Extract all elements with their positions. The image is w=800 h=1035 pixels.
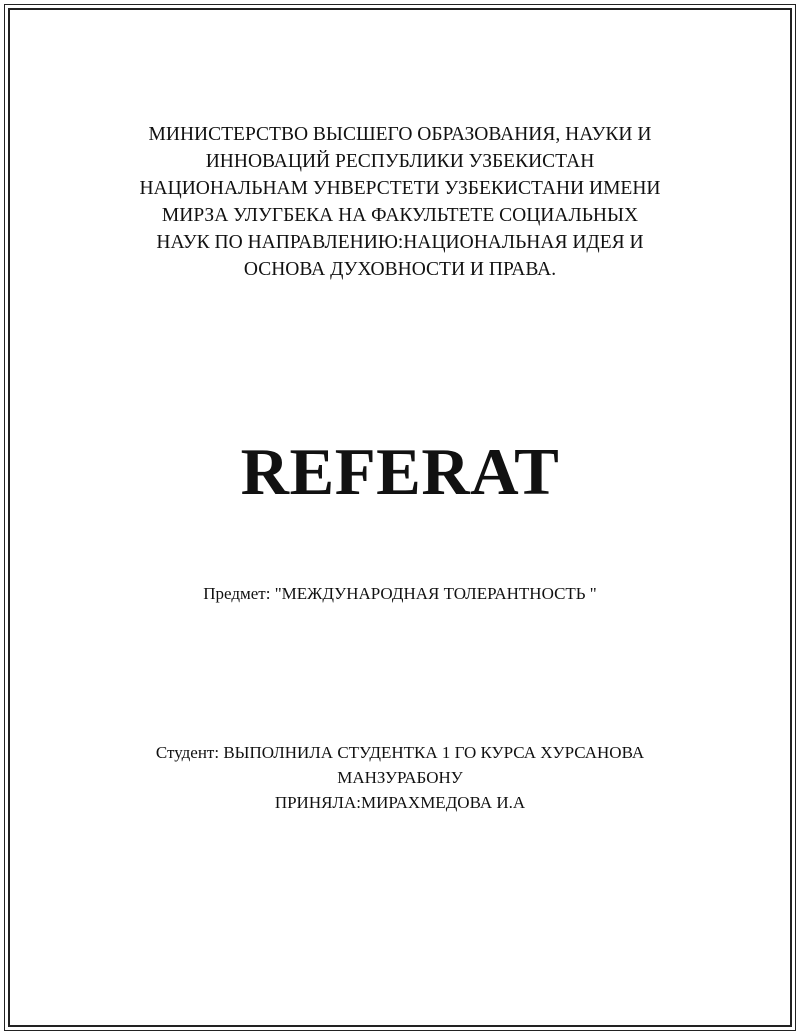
student-line: Студент: ВЫПОЛНИЛА СТУДЕНТКА 1 ГО КУРСА ХУРСАНОВА	[155, 743, 645, 762]
header-line: МИНИСТЕРСТВО ВЫСШЕГО ОБРАЗОВАНИЯ, НАУКИ И	[148, 124, 652, 145]
subject-line: Предмет: "МЕЖДУНАРОДНАЯ ТОЛЕРАНТНОСТЬ "	[203, 584, 597, 603]
institution-header	[100, 121, 700, 283]
header-line: НАЦИОНАЛЬНАМ УНВЕРСТЕТИ УЗБЕКИСТАНИ ИМЕНИ	[139, 178, 661, 199]
accepted-by-line: ПРИНЯЛА:МИРАХМЕДОВА И.А	[274, 793, 526, 812]
header-line: МИРЗА УЛУГБЕКА НА ФАКУЛЬТЕТЕ СОЦИАЛЬНЫХ	[161, 205, 639, 226]
header-line: ИННОВАЦИЙ РЕСПУБЛИКИ УЗБЕКИСТАН	[205, 151, 595, 172]
student-name-line: МАНЗУРАБОНУ	[337, 768, 463, 787]
header-line: НАУК ПО НАПРАВЛЕНИЮ:НАЦИОНАЛЬНАЯ ИДЕЯ И	[156, 232, 644, 253]
header-line: ОСНОВА ДУХОВНОСТИ И ПРАВА.	[243, 259, 557, 280]
document-title: REFERAT	[240, 435, 560, 509]
author-block	[100, 740, 700, 815]
